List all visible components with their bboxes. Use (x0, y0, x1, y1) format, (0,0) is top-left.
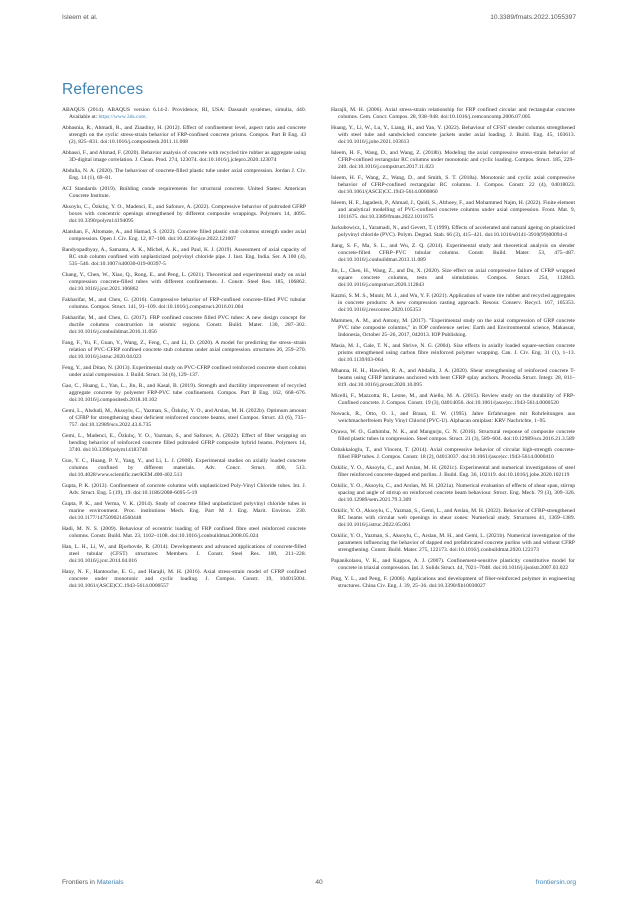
reference-entry (62, 247, 306, 268)
reference-text: Isleem, H. F., Wang, D., and Wang, Z. (2018b). Modeling the axial compressive stress-strain behavior of CFRP-confined rectangular RC columns under monotonic and cyclic loading. Compos. Struct. 185, 229–240. doi:10.1016/j.compstruct.2017.11.023 (331, 150, 575, 171)
reference-text: Aksoylu, C., Özkılıç, Y. O., Madenci, E., and Safonov, A. (2022). Compressive behavior of pultruded GFRP boxes with concentric openings strengthened by different composite wrappings. Polymers 14, 4095. doi:10.3390/polym14194095 (62, 203, 306, 225)
reference-entry (331, 343, 575, 364)
reference-entry (331, 175, 575, 196)
reference-entry (62, 544, 306, 565)
footer-journal-prefix: Frontiers in (62, 879, 97, 886)
reference-text: Mammen, A. M., and Antony, M. (2017). "Experimental study on the axial compression of GRP concrete PVC tube composite columns," in IOP conference series: Earth and Environmental science, Makassar, Indonesia, October 25–26, 2017, 042013. IOP Publishing. (331, 318, 575, 339)
references-heading: References (62, 81, 144, 98)
reference-entry (62, 229, 306, 243)
reference-entry (62, 186, 306, 200)
reference-entry (331, 576, 575, 590)
reference-entry (62, 315, 306, 336)
reference-text: Ozbakkaloglu, T., and Vincent, T. (2014). Axial compressive behavior of circular high-strength concrete-filled FRP tubes. J. Compos. Constr. 18 (2), 04013037. doi:10.1061/(asce)cc.1943-5614.0000410 (331, 447, 575, 461)
reference-text: Abbasnia, R., Ahmadi, R., and Ziaadiny, H. (2012). Effect of confinement level, aspect ratio and concrete strength on the cyclic stress-strain behavior of FRP-confined concrete prisms. Compos. Part B Eng. 43 (2), 825–831. doi:10.1016/j.compositesb.2011.11.008 (62, 124, 306, 146)
reference-entry (331, 558, 575, 572)
reference-entry (62, 297, 306, 311)
footer-journal-name[interactable]: Materials (96, 879, 124, 886)
reference-entry (331, 293, 575, 314)
reference-text: Hadi, M. N. S. (2009). Behaviour of eccentric loading of FRP confined fibre steel reinforced concrete columns. Constr. Build. Mat. 23, 1102–1108. doi:10.1016/j.conbuildmat.2008.05.024 (62, 526, 306, 540)
reference-text: Ozkilic, Y. O., Aksoylu, C., Yazman, S., Gemi, L., and Arslan, M. H. (2022). Behavior of CFRP-strengthened RC beams with circular web openings in shear zones: Numerical study. Structures 41, 1369–1389. doi:10.1016/j.istruc.2022.05.061 (331, 508, 575, 529)
reference-entry (331, 483, 575, 504)
reference-text: Han, L. H., Li, W., and Bjorhovde, R. (2014). Developments and advanced applications of concrete-filled steel tubular (CFST) structures: Members. J. Constr. Steel Res. 100, 211–228. doi:10.1016/j.jcsr.2014.04.016 (62, 544, 306, 565)
reference-entry (331, 200, 575, 221)
reference-text: Harajli, M. H. (2006). Axial stress-strain relationship for FRP confined circular and rectangular concrete columns. Cem. Concr. Compos. 28, 938–948. doi:10.1016/j.cemconcomp.2006.07.005 (331, 107, 575, 121)
reference-text: Gupta, P. K. (2013). Confinement of concrete columns with unplasticized Poly-Vinyl Chloride tubes. Int. J. Adv. Struct. Eng. 5 (19), 19. doi:10.1186/2008-6695-5-19 (62, 483, 306, 497)
reference-text: Alatshan, F., Altomate, A., and Hamad, S. (2022). Concrete filled plastic stub columns strength under axial compression. Open J. Civ. Eng. 12, 87–100. doi:10.4236/ojce.2022.121007 (62, 229, 306, 243)
reference-text: Fang, F., Yu, F., Guan, Y., Wang, Z., Feng, C., and Li, D. (2020). A model for predicting the stress–strain relation of PVC-CFRP confined concrete stub columns under axial compression. structures 26, 259–270. doi:10.1016/j.istruc.2020.04.023 (62, 340, 306, 361)
reference-text: Ozkilic, Y. O., Aksoylu, C., and Arslan, M. H. (2021a). Numerical evaluation of effects of shear span, stirrup spacing and angle of stirrup on reinforced concrete beam behaviour. Struct. Eng. Mech. 79 (3), 309–326. doi:10.12989/sem.2021.79.3.309 (331, 483, 575, 504)
reference-text: Ping, Y. L., and Peng, F. (2006). Applications and development of fiber-reinforced polymer in engineering structures. China Civ. Eng. J. 39, 25–36. doi:10.3390/fib10030027 (331, 576, 575, 590)
reference-text: Oyawa, W. O., Gathimba, N. K., and Mangurju, G. N. (2016). Structural response of composite concrete filled plastic tubes in compression. Steel compos. Struct. 21 (3), 589–604. doi:10.12989/scs.2016.21.3.589 (331, 429, 575, 443)
reference-text: Gemi, L., Madenci, E., Özkılıç, Y. O., Yazman, S., and Safonov, A. (2022). Effect of fiber wrapping on bending behavior of reinforced concrete filled pultruded GFRP composite hybrid beams. Polymers 14, 3740. doi:10.3390/polym14183740 (62, 433, 306, 454)
reference-entry (62, 168, 306, 182)
reference-text: Isleem, H. F., Jagadesh, P., Ahmad, J., Qaidi, S., Althoey, F., and Mohammed Najm, H. (2022). Finite element and analytical modelling of PVC-confined concrete columns under axial compression. Front. Mat. 9, 1011675. doi:10.3389/fmats.2022.1011675 (331, 200, 575, 221)
reference-entry (62, 107, 306, 121)
reference-text: Micelli, F., Mazzotta, R., Leone, M., and Aiello, M. A. (2015). Review study on the durability of FRP-Confined concrete. J. Compos. Constr. 19 (3), 04014056. doi:10.1061/(asce)cc.1943-5614.0000520 (331, 393, 575, 407)
reference-entry (331, 243, 575, 264)
reference-text: Gupta, P. K., and Verma, V. K. (2014). Study of concrete filled unplasticized polyvinyl chloride tubes in marine environment. Proc. institutions Mech. Eng. Part M J. Eng. Marit. Environ. 230. doi:10.1177/1475090214560448 (62, 501, 306, 522)
reference-entry (331, 393, 575, 407)
reference-text: ACI Standards (2019). Building conde requirements for structural concrete. United States: American Concrete Institute. (62, 185, 306, 200)
reference-entry (331, 429, 575, 443)
reference-text: Abbassi, F., and Ahmad, F. (2020). Behavior analysis of concrete with recycled tire rubber as aggregate using 3D-digital image correlation. J. Clean. Prod. 274, 123074. doi:10.1016/j.jclepro.2020.123074 (62, 150, 306, 164)
reference-entry (62, 150, 306, 164)
running-head-doi: 10.3389/fmats.2022.1055397 (490, 14, 576, 21)
reference-entry (62, 458, 306, 479)
reference-entry (331, 465, 575, 479)
reference-entry (331, 368, 575, 389)
reference-text: Kazmi, S. M. S., Munir, M. J., and Wu, Y. F. (2021). Application of waste tire rubber and recycled aggregates in concrete products: A new compression casting approach. Resour. Conserv. Recycl. 167, 105353. doi:10.1016/j.resconrec.2020.105353 (331, 293, 575, 314)
reference-entry (62, 501, 306, 522)
reference-entry (62, 433, 306, 454)
reference-entry (62, 340, 306, 361)
reference-text: Papanikolaou, V. K., and Kappos, A. J. (2007). Confinement-sensitive plasticity constitutive model for concrete in triaxial compression. Int. J. Solids Struct. 44, 7021–7048. doi:10.1016/j.ijsolstr.2007.03.022 (331, 558, 575, 572)
reference-text: Huang, Y., Li, W., Lu, Y., Liang, H., and Yan, Y. (2022). Behaviour of CFST slender columns strengthened with steel tube and sandwiched concrete jackets under axial loading. J. Build. Eng. 45, 103613. doi:10.1016/j.jobe.2021.103613 (331, 124, 575, 146)
references-right-column (331, 107, 575, 594)
reference-text: Mhanna, H. H., Hawileh, R. A., and Abdalla, J. A. (2020). Shear strengthening of reinforced concrete T-beams using CFRP laminates anchored with bent CFRP splay anchors. Procedia Struct. Integr. 28, 811–819. doi:10.1016/j.prostr.2020.10.095 (331, 368, 575, 389)
reference-entry (62, 125, 306, 146)
reference-text: Feng, Y., and Ditao, N. (2013). Experimental study on PVC-CFRP confined reinforced concrete short column under axial compression. J. Build. Struct. 34 (6), 129–137. (62, 365, 306, 379)
reference-link[interactable]: https://www.3ds.com. (98, 114, 147, 121)
reference-text: Hany, N. F., Hantouche, E. G., and Harajli, M. H. (2016). Axial stress-strain model of CFRP confined concrete under monotonic and cyclic loading. J. Compos. Constr. 19, 104015004. doi:10.1061/(ASCE)CC.1943-5614.0000557 (62, 569, 306, 590)
reference-entry (331, 447, 575, 461)
reference-text: Masia, M. J., Gale, T. N., and Shrive, N. G. (2004). Size effects in axially loaded square-section concrete prisms strengthened using carbon fibre reinforced polymer wrapping. Can. J. Civ. Eng. 31 (1), 1–13. doi:10.1139/l03-064 (331, 343, 575, 364)
references-left-column (62, 107, 306, 594)
footer-site-link[interactable]: frontiersin.org (535, 879, 576, 886)
page-number: 40 (315, 879, 323, 886)
reference-entry (62, 569, 306, 590)
reference-entry (62, 204, 306, 225)
reference-text: Gao, C., Huang, L., Yan, L., Jin, R., and Kasal, B. (2019). Strength and ductility improvement of recycled aggregate concrete by polyester FRP-PVC tube confinement. Compos. Part B Eng. 162, 668–676. doi:10.1016/j.compositesb.2018.10.102 (62, 383, 306, 404)
reference-text: Chang, Y., Chen, W., Xiao, Q., Rong, E., and Peng, L. (2021). Theoretical and experimental study on axial compression concrete-filled tubes with different confinements. J. Constr. Steel Res. 185, 106862. doi:10.1016/j.jcsr.2021.106862 (62, 272, 306, 293)
reference-entry (62, 272, 306, 293)
reference-entry (331, 268, 575, 289)
reference-entry (62, 408, 306, 429)
reference-entry (331, 318, 575, 339)
reference-text: Fakharifar, M., and Chen, G. (2016). Compressive behavior of FRP-confined concrete-filled PVC tubular columns. Compos. Struct. 141, 91–109. doi:10.1016/j.compstruct.2016.01.004 (62, 297, 306, 311)
reference-text: Ozkilic, Y. O., Yazman, S., Aksoylu, C., Arslan, M. H., and Gemi, L. (2021b). Numerical investigation of the parameters influencing the behavior of dapped end prefabricated concrete purlins with and without CFRP strengthening. Constr. Build. Mater. 275, 122173. doi:10.1016/j.conbuildmat.2020.122173 (331, 533, 575, 554)
reference-entry (331, 150, 575, 171)
reference-text: Guo, Y. C., Huang, P. Y., Yang, Y., and Li, L. J. (2008). Experimental studies on axially loaded concrete columns confined by different materials. Adv. Concr. Struct. 400, 513. doi:10.4028/www.scientific.net/KEM.400-402.513 (62, 458, 306, 479)
reference-text: Jin, L., Chen, H., Wang, Z., and Du, X. (2020). Size effect on axial compressive failure of CFRP wrapped square concrete columns, tests and simulations. Compos. Struct. 254, 112843. doi:10.1016/j.compstruct.2020.112843 (331, 268, 575, 289)
reference-entry (331, 508, 575, 529)
reference-entry (331, 125, 575, 146)
reference-entry (62, 483, 306, 497)
reference-entry (331, 533, 575, 554)
reference-text: Isleem, H. F., Wang, Z., Wang, D., and Smith, S. T. (2018a). Monotonic and cyclic axial compressive behavior of CFRP-confined rectangular RC columns. J. Compos. Constr. 22 (4), 04018023. doi:10.1061/(ASCE)CC.1943-5614.0000860 (331, 175, 575, 196)
reference-text: Abdulla, N. A. (2020). The behaviour of concrete-filled plastic tube under axial compression. Jordan J. Civ. Eng. 14 (1), 69–81. (62, 168, 306, 182)
reference-text: Jiang, S. F., Ma, S. L., and Wu, Z. Q. (2014). Experimental study and theoretical analysis on slender concrete-filled CFRP–PVC tubular columns. Constr. Build. Mater. 53, 475–487. doi:10.1016/j.conbuildmat.2013.11.089 (331, 243, 575, 264)
reference-text: Nowack, R., Otto, O. I., and Braun, E. W. (1995). Jahre Erfahrungen mit Rohrleitungen aus weichmacherfreiem Poly Vinyl Chlorid (PVC-U). Alphacan omiplast: KRV Nachrichte, 1–95. (331, 411, 575, 425)
reference-entry (331, 107, 575, 121)
reference-text: Gemi, L., Alsdudi, M., Aksoylu, C., Yazman, S., Özkılıç, Y. O., and Arslan, M. H. (2022b). Optimum amount of CFRP for strengthening shear deficient reinforced concrete beams. steel Compos. Struct. 43 (6), 735–757. doi:10.12989/scs.2022.43.6.735 (62, 408, 306, 429)
reference-entry (331, 411, 575, 425)
reference-text: Jackubowicz, I., Yaramadi, N., and Gevert, T. (1999). Effects of accelerated and natural ageing on plasticized polyvinyl chloride (PVC). Polym. Degrad. Stab. 66 (3), 415–421. doi:10.1016/s0141-3910(99)00094-4 (331, 225, 575, 239)
reference-text: Ozkilic, Y. O., Aksoylu, C., and Arslan, M. H. (2021c). Experimental and numerical investigations of steel fiber reinforced concrete dapped end purlins. J. Build. Eng. 36, 102119. doi:10.1016/j.jobe.2020.102119 (331, 465, 575, 479)
reference-text: ABAQUS (2014). ABAQUS version 6.14-2. Providence, RI, USA: Dassault systèmes, simulia, 440. Available at: (62, 107, 306, 121)
running-head-authors: Isleem et al. (62, 14, 98, 21)
reference-entry (331, 225, 575, 239)
reference-entry (62, 365, 306, 379)
reference-entry (62, 526, 306, 540)
reference-text: Fakharifar, M., and Chen, G. (2017). FRP confined concrete filled PVC tubes: A new design concept for ductile columns construction in seismic regions. Constr. Build. Mater. 130, 287–302. doi:10.1016/j.conbuildmat.2016.11.056 (62, 315, 306, 336)
reference-entry (62, 383, 306, 404)
reference-text: Bandyopadhyay, A., Samanta, A. K., Michel, A. K., and Paul, K. J. (2019). Assessment of axial capacity of RC stub column confined with unplasticized polyvinyl chloride pipe. J. Inst. Eng. India. Ser. A 100 (4), 535–546. doi:10.1007/s40030-019-00397-5 (62, 246, 306, 268)
